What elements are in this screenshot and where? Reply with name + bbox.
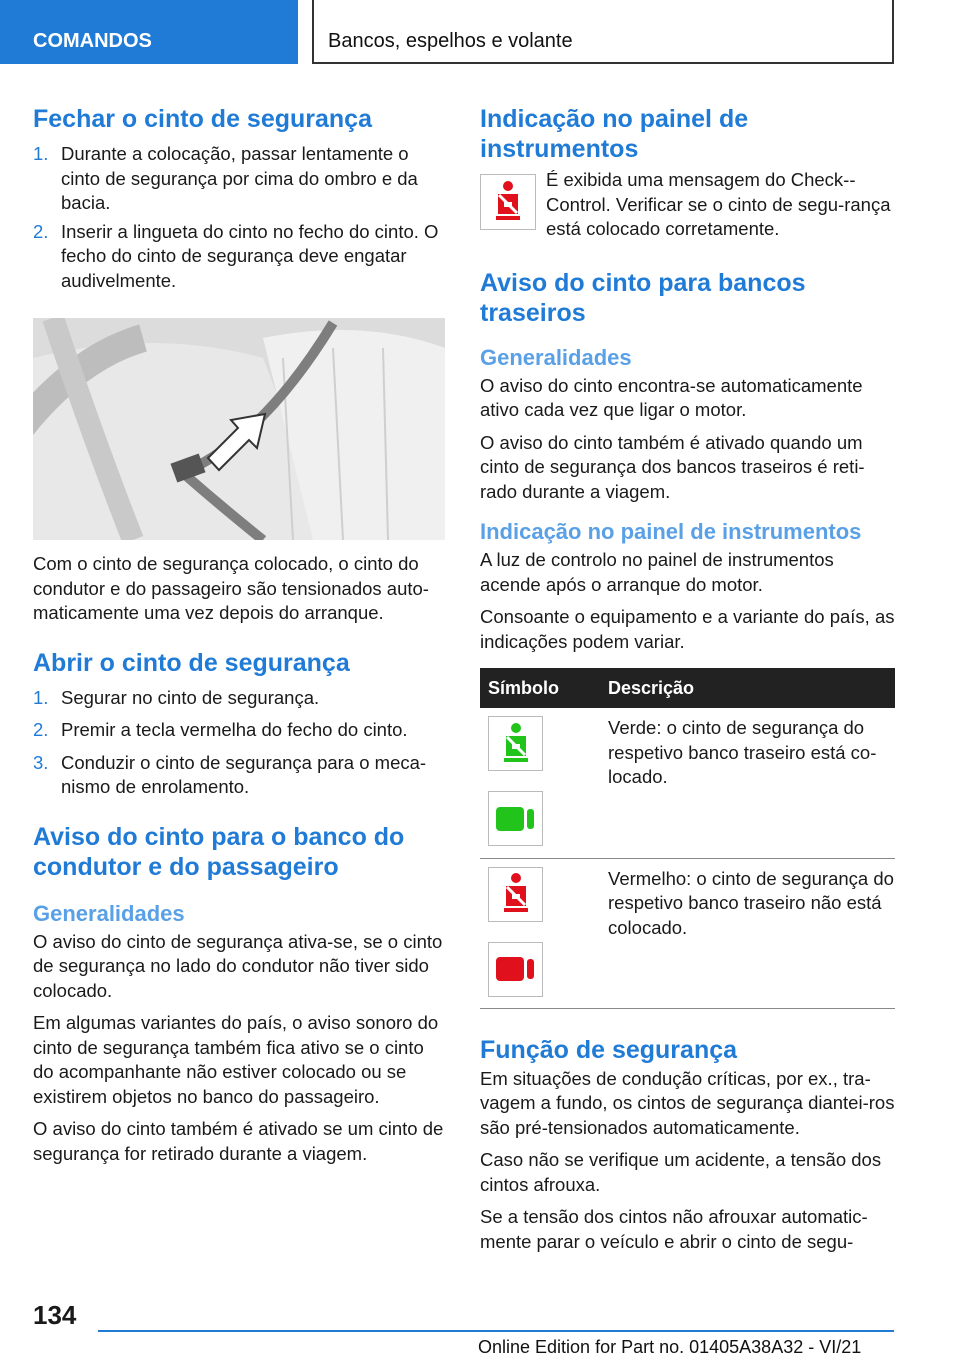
list-item: 3. Conduzir o cinto de segurança para o meca-nismo de enrolamento. <box>33 751 427 797</box>
section-title: COMANDOS <box>33 30 152 52</box>
paragraph: Consoante o equipamento e a variante do país, as indicações podem variar. <box>480 606 895 652</box>
seatbelt-warning-icon <box>480 174 536 230</box>
right-column <box>480 104 895 1254</box>
heading-aviso-condutor: Aviso do cinto para o banco do condutor e do passageiro <box>33 822 405 881</box>
symbol-table <box>480 668 895 1009</box>
section-tab <box>0 0 298 64</box>
table-row <box>480 858 895 1008</box>
paragraph: Caso não se verifique um acidente, a tensão dos cintos afrouxa. <box>480 1149 882 1195</box>
paragraph: O aviso do cinto também é ativado quando um cinto de segurança dos bancos traseiros é reti-rado durante a viagem. <box>480 431 865 502</box>
paragraph: O aviso do cinto também é ativado se um cinto de segurança for retirado durante a viagem. <box>33 1118 444 1164</box>
footer-divider <box>98 1330 894 1332</box>
heading-fechar: Fechar o cinto de segurança <box>33 105 372 133</box>
subheading-generalidades: Generalidades <box>33 900 185 926</box>
subheading-indicacao: Indicação no painel de instrumentos <box>480 519 862 544</box>
heading-funcao: Função de segurança <box>480 1035 738 1064</box>
page-number: 134 <box>33 1300 77 1330</box>
photo-caption: Com o cinto de segurança colocado, o cinto do condutor e do passageiro são tensionados auto-maticamente uma vez depois do arranque. <box>33 553 429 623</box>
table-row <box>480 708 895 858</box>
list-item: 2. Inserir a lingueta do cinto no fecho do cinto. O fecho do cinto de segurança deve engatar audivelmente. <box>33 220 439 291</box>
list-item: 2. Premir a tecla vermelha do fecho do cinto. <box>33 719 408 740</box>
edition-text: Online Edition for Part no. 01405A38A32 - VI/21 <box>478 1337 862 1357</box>
list-item: 1. Segurar no cinto de segurança. <box>33 686 320 708</box>
indicacao-text: É exibida uma mensagem do Check--Control. Verificar se o cinto de segu-rança está colocado corretamente. <box>546 169 891 239</box>
paragraph: A luz de controlo no painel de instrumentos acende após o arranque do motor. <box>480 549 834 595</box>
heading-indicacao: Indicação no painel de instrumentos <box>480 105 749 163</box>
left-column <box>33 104 445 1166</box>
paragraph: Em algumas variantes do país, o aviso sonoro do cinto de segurança também fica ativo se o cinto do acompanhante não estiver colocado ou se existirem objetos no banco do passageiro. <box>33 1012 439 1107</box>
list-item: 1. Durante a colocação, passar lentamente o cinto de segurança por cima do ombro e da bacia. <box>33 143 418 213</box>
seatbelt-red-icon <box>488 867 543 922</box>
heading-aviso-traseiros: Aviso do cinto para bancos traseiros <box>480 268 806 327</box>
paragraph: O aviso do cinto encontra-se automaticamente ativo cada vez que ligar o motor. <box>480 374 863 420</box>
chapter-title: Bancos, espelhos e volante <box>328 30 573 52</box>
paragraph: O aviso do cinto de segurança ativa-se, se o cinto de segurança no lado do condutor não tiver sido colocado. <box>33 930 443 1001</box>
seatbelt-green-icon <box>488 716 543 771</box>
seat-green-icon <box>488 791 543 846</box>
subheading-generalidades: Generalidades <box>480 344 632 370</box>
table-header-symbol: Símbolo <box>480 668 600 708</box>
paragraph: Se a tensão dos cintos não afrouxar automatic-mente parar o veículo e abrir o cinto de segu- <box>480 1206 868 1252</box>
paragraph: Em situações de condução críticas, por ex., tra-vagem a fundo, os cintos de segurança diantei-ros são pré-tensionados automaticamente. <box>480 1067 895 1138</box>
chapter-tab <box>312 0 894 64</box>
seat-red-icon <box>488 942 543 997</box>
table-header-description: Descrição <box>600 668 895 708</box>
table-cell: Vermelho: o cinto de segurança do respetivo banco traseiro não está colocado. <box>600 858 895 1008</box>
seatbelt-photo <box>33 318 445 540</box>
heading-abrir: Abrir o cinto de segurança <box>33 648 350 677</box>
table-cell: Verde: o cinto de segurança do respetivo banco traseiro está co-locado. <box>600 708 895 858</box>
